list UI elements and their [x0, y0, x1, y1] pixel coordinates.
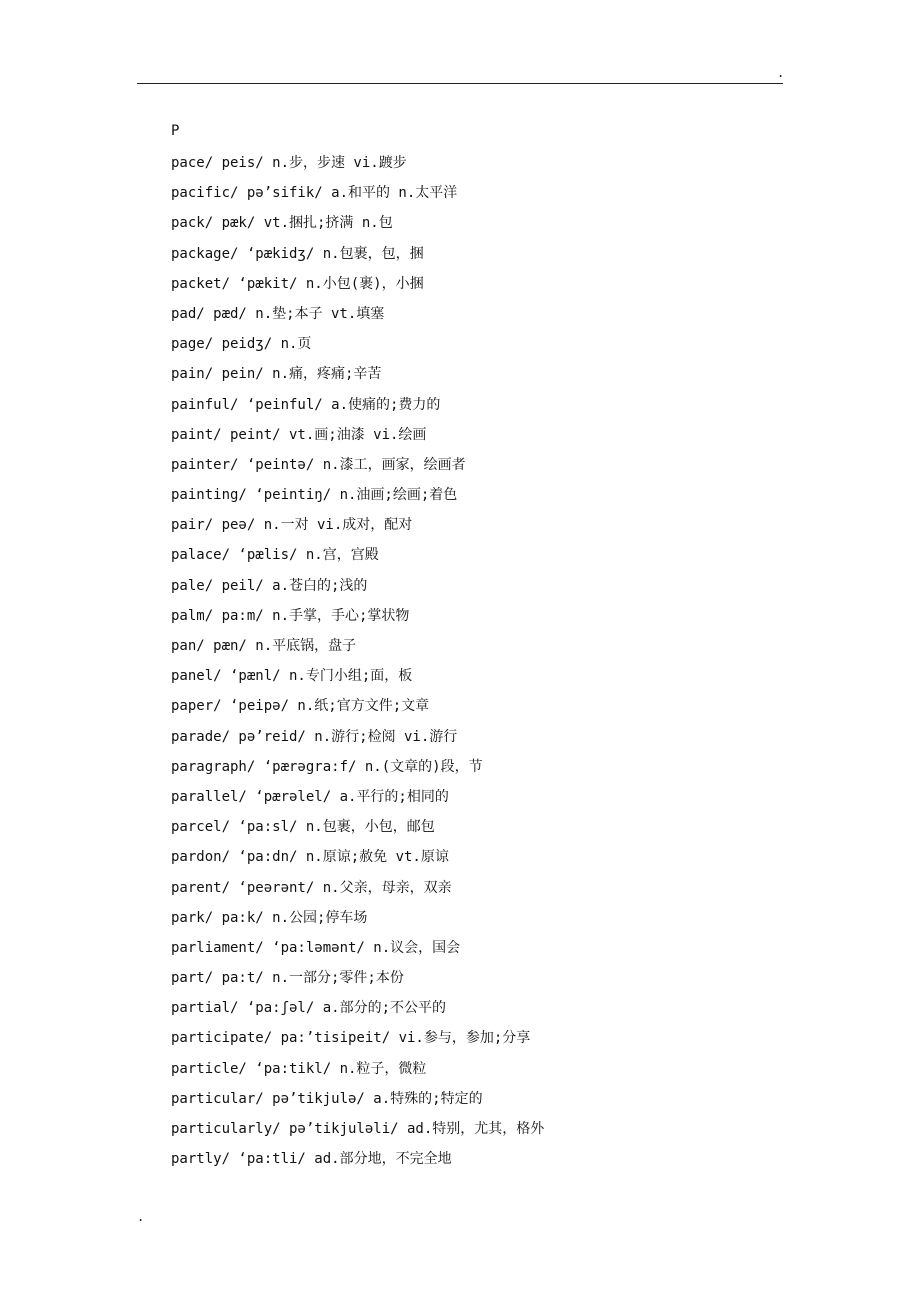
vocabulary-entry: palm/ pa:m/ n.手掌，手心;掌状物: [171, 607, 410, 624]
vocabulary-entry: palace/ ‘pælis/ n.宫，宫殿: [171, 547, 379, 564]
vocabulary-entry: partly/ ‘pa:tli/ ad.部分地，不完全地: [171, 1151, 452, 1168]
vocabulary-entry: parade/ pə’reid/ n.游行;检阅 vi.游行: [171, 728, 458, 745]
vocabulary-entry: participate/ pa:’tisipeit/ vi.参与，参加;分享: [171, 1030, 531, 1047]
vocabulary-entry: packet/ ‘pækit/ n.小包(裹)，小捆: [171, 275, 424, 292]
vocabulary-entry: paint/ peint/ vt.画;油漆 vi.绘画: [171, 426, 427, 443]
vocabulary-entry: pair/ peə/ n.一对 vi.成对，配对: [171, 517, 413, 534]
vocabulary-entry: painful/ ‘peinful/ a.使痛的;费力的: [171, 396, 441, 413]
vocabulary-page: [171, 118, 811, 1174]
vocabulary-entry: partial/ ‘pa:ʃəl/ a.部分的;不公平的: [171, 1000, 447, 1017]
vocabulary-entry: pain/ pein/ n.痛，疼痛;辛苦: [171, 366, 382, 383]
vocabulary-entry: particularly/ pə’tikjuləli/ ad.特别，尤其，格外: [171, 1121, 545, 1137]
entry-list: [171, 148, 811, 1174]
footer-mark: .: [137, 1210, 145, 1224]
vocabulary-entry: part/ pa:t/ n.一部分;零件;本份: [171, 970, 404, 987]
vocabulary-entry: pace/ peis/ n.步，步速 vi.踱步: [171, 155, 407, 171]
vocabulary-entry: parallel/ ‘pærəlel/ a.平行的;相同的: [171, 788, 449, 805]
vocabulary-entry: package/ ‘pækidʒ/ n.包裹，包，捆: [171, 245, 424, 262]
vocabulary-entry: pad/ pæd/ n.垫;本子 vt.填塞: [171, 305, 385, 322]
vocabulary-entry: painter/ ‘peintə/ n.漆工，画家，绘画者: [171, 456, 466, 473]
vocabulary-entry: pardon/ ‘pa:dn/ n.原谅;赦免 vt.原谅: [171, 849, 449, 866]
vocabulary-entry: pack/ pæk/ vt.捆扎;挤满 n.包: [171, 215, 393, 232]
vocabulary-entry: page/ peidʒ/ n.页: [171, 336, 312, 353]
vocabulary-entry: panel/ ‘pænl/ n.专门小组;面，板: [171, 668, 413, 685]
vocabulary-entry: pale/ peil/ a.苍白的;浅的: [171, 577, 368, 594]
vocabulary-entry: paper/ ‘peipə/ n.纸;官方文件;文章: [171, 698, 430, 715]
vocabulary-entry: pacific/ pə’sifik/ a.和平的 n.太平洋: [171, 185, 458, 202]
vocabulary-entry: painting/ ‘peintiŋ/ n.油画;绘画;着色: [171, 487, 458, 504]
vocabulary-entry: particle/ ‘pa:tikl/ n.粒子，微粒: [171, 1060, 427, 1077]
vocabulary-entry: parent/ ‘peərənt/ n.父亲，母亲，双亲: [171, 879, 452, 896]
vocabulary-entry: pan/ pæn/ n.平底锅，盘子: [171, 638, 357, 654]
section-letter: P: [171, 123, 180, 139]
vocabulary-entry: paragraph/ ‘pærəgra:f/ n.(文章的)段，节: [171, 758, 483, 775]
vocabulary-entry: parliament/ ‘pa:ləmənt/ n.议会，国会: [171, 939, 461, 956]
vocabulary-entry: particular/ pə’tikjulə/ a.特殊的;特定的: [171, 1090, 483, 1107]
header-rule: [137, 83, 783, 84]
vocabulary-entry: park/ pa:k/ n.公园;停车场: [171, 909, 368, 926]
header-mark: .: [777, 66, 785, 80]
vocabulary-entry: parcel/ ‘pa:sl/ n.包裹，小包，邮包: [171, 819, 435, 836]
